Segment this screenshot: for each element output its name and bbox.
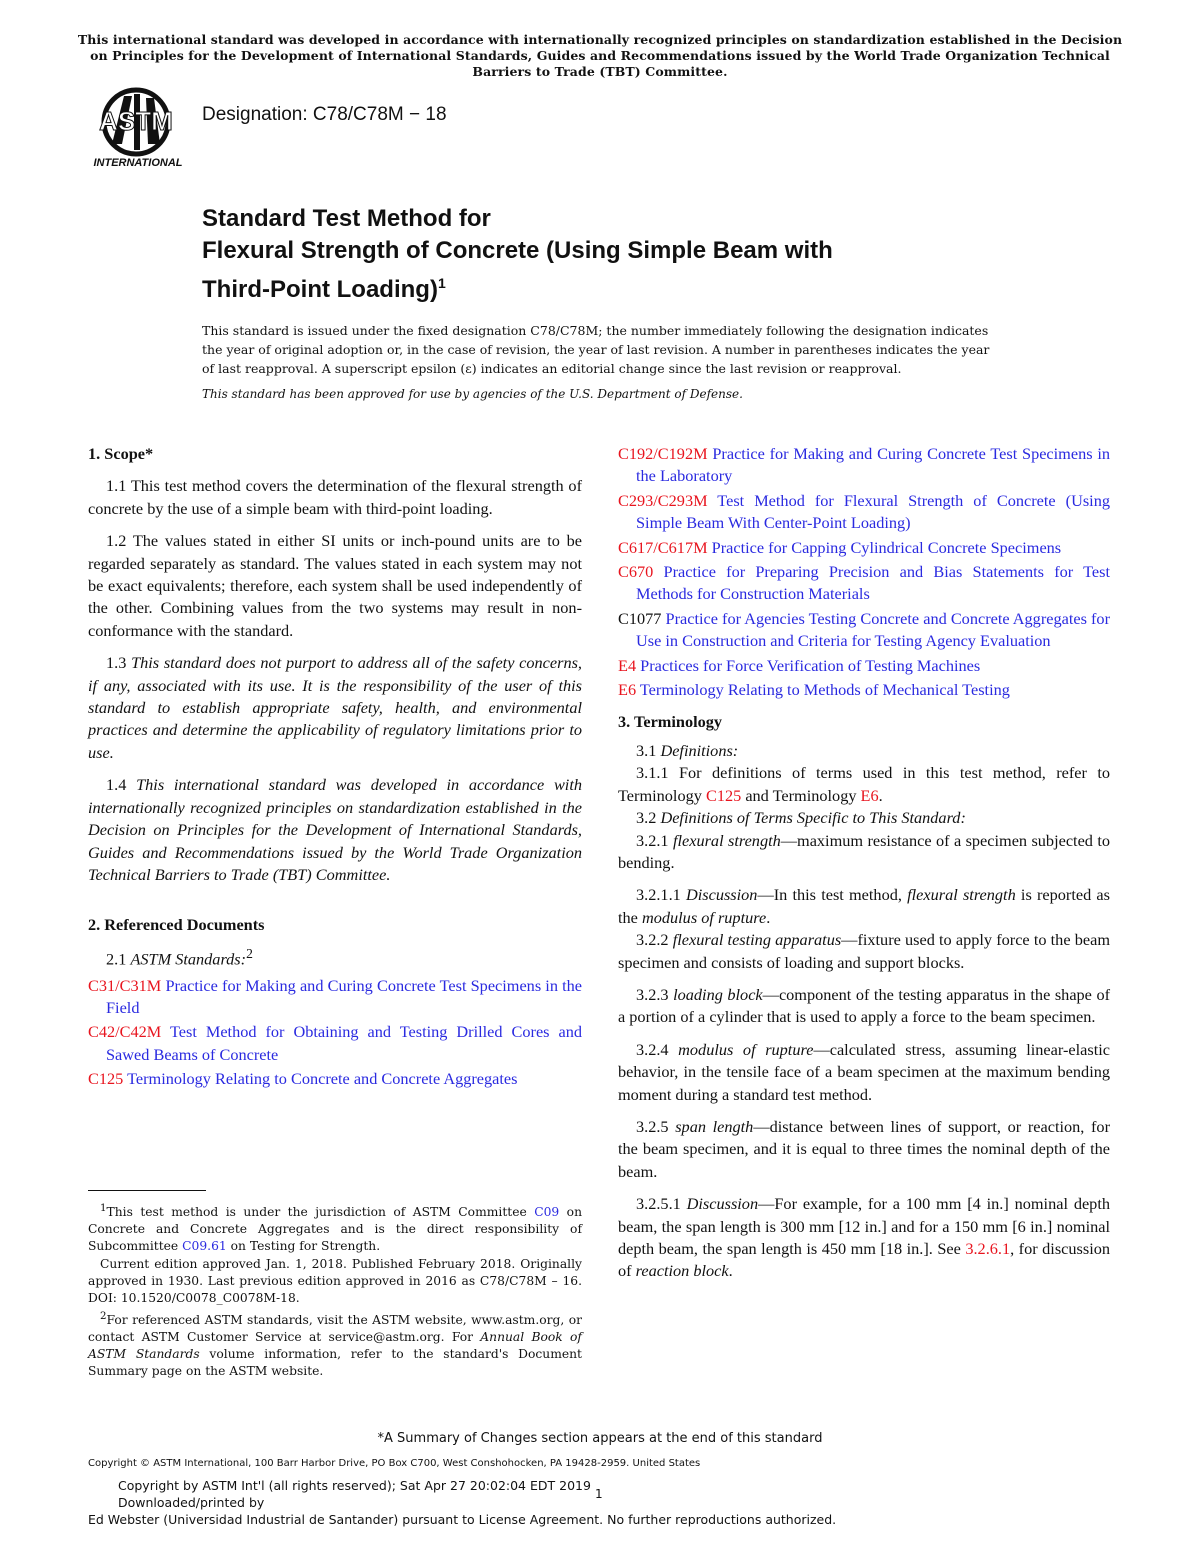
summary-of-changes-note: *A Summary of Changes section appears at the end of this standard [377,1431,823,1446]
paragraph-3-2-1: 3.2.1 flexural strength—maximum resistance of a specimen subjected to bending. [618,830,1110,872]
dod-note: This standard has been approved for use by agencies of the U.S. Department of Defense. [202,387,743,401]
page-number: 1 [595,1487,603,1501]
reference-c125[interactable]: C125 Terminology Relating to Concrete and Concrete Aggregates [88,1069,518,1089]
astm-logo [88,86,188,170]
paragraph-1-2: 1.2 The values stated in either SI units or inch-pound units are to be regarded separately as standard. The values stated in each system may not be exact equivalents; therefore, each system shall be used independently of the other. Combining values from the two systems may result in non-conformance with the standard. [88,531,582,640]
footnote-1: $^1$This test method is under the jurisdiction of ASTM Committee C09 on Concrete and Concrete Aggregates and is the direct responsibility of Subcommittee C09.61 on Testing for Strength. [88,1202,583,1254]
copyright-line: Copyright © ASTM International, 100 Barr Harbor Drive, PO Box C700, West Conshohocken, PA 19428-2959. United States [88,1458,701,1469]
paragraph-3-2-2: 3.2.2 flexural testing apparatus—fixture used to apply force to the beam specimen and consists of loading and support blocks. [618,930,1110,972]
reference-c192[interactable]: C192/C192M Practice for Making and Curing Concrete Test Specimens in the Laboratory [618,444,1110,486]
paragraph-3-2: 3.2 Definitions of Terms Specific to This Standard: [636,808,966,828]
svg-text:INTERNATIONAL: INTERNATIONAL [93,157,183,169]
svg-text:ASTM: ASTM [99,106,173,136]
paragraph-3-2-1-1: 3.2.1.1 Discussion—In this test method, flexural strength is reported as the modulus of rupture. [618,885,1110,927]
reference-c293[interactable]: C293/C293M Test Method for Flexural Strength of Concrete (Using Simple Beam With Center-Point Loading) [618,490,1110,533]
astm-logo-icon [88,86,188,170]
left-column [88,443,582,1093]
link-c0961[interactable]: C09.61 [182,1239,227,1254]
reference-c31[interactable]: C31/C31M Practice for Making and Curing Concrete Test Specimens in the Field [88,975,583,1017]
title-footnote-mark: 1 [437,275,446,291]
section-terminology-heading: 3. Terminology [618,712,723,732]
paragraph-3-2-5: 3.2.5 span length—distance between lines of support, or reaction, for the beam specimen, and it is equal to three times the nominal depth of the beam. [618,1116,1110,1181]
footnotes [88,1200,582,1381]
link-3-2-6-1[interactable]: 3.2.6.1 [965,1239,1011,1258]
reference-c42[interactable]: C42/C42M Test Method for Obtaining and Testing Drilled Cores and Sawed Beams of Concrete [88,1022,582,1064]
paragraph-1-3: 1.3 This standard does not purport to address all of the safety concerns, if any, associated with its use. It is the responsibility of the user of this standard to establish appropriate safety, health, and environmental practices and determine the applicability of regulatory limitations prior to use. [88,653,582,762]
footnote-2: $^2$For referenced ASTM standards, visit the ASTM website, www.astm.org, or contact ASTM Customer Service at service@astm.org. For Annual Book of ASTM Standards volume information, refer to the standard's Document Summary page on the ASTM website. [88,1310,582,1379]
paragraph-3-1-1: 3.1.1 For definitions of terms used in this test method, refer to Terminology C125 and Terminology E6. [618,763,1110,805]
footnote-divider [88,1190,206,1191]
link-c09[interactable]: C09 [534,1205,560,1220]
paragraph-1-1: 1.1 This test method covers the determination of the flexural strength of concrete by the use of a simple beam with third-point loading. [88,476,582,518]
title-line-2: Flexural Strength of Concrete (Using Simple Beam with [202,237,833,264]
section-referenced-heading: 2. Referenced Documents [88,915,265,935]
right-column [618,443,1110,1293]
title-line-1: Standard Test Method for [202,205,491,232]
download-line-1: Copyright by ASTM Int'l (all rights reserved); Sat Apr 27 20:02:04 EDT 2019 [118,1478,591,1493]
paragraph-3-2-3: 3.2.3 loading block—component of the testing apparatus in the shape of a portion of a cylinder that is used to apply a force to the beam specimen. [618,984,1111,1027]
reference-e4[interactable]: E4 Practices for Force Verification of Testing Machines [618,655,981,675]
paragraph-3-2-5-1: 3.2.5.1 Discussion—For example, for a 100 mm [4 in.] nominal depth beam, the span length is 300 mm [12 in.] and for a 150 mm [6 in.] nominal depth beam, the span length is 450 mm [18 in.]. See 3.2.6.1, for discussion of reaction block. [618,1194,1110,1281]
title-line-3: Third-Point Loading)$^1$ [202,275,446,303]
download-line-3: Ed Webster (Universidad Industrial de Santander) pursuant to License Agreement. No further reproductions authorized. [88,1512,837,1527]
reference-c670[interactable]: C670 Practice for Preparing Precision and Bias Statements for Test Methods for Construction Materials [618,562,1110,604]
astm-standards-subheading: 2.1 ASTM Standards:$^2$ [106,945,253,969]
designation: Designation: C78/C78M − 18 [202,104,447,125]
link-e6[interactable]: E6 [860,785,879,805]
section-scope-heading: 1. Scope* [88,444,154,463]
international-standard-notice: This international standard was developed in accordance with internationally recognized principles on standardization established in the Decision on Principles for the Development of International Standards, Guides and Recommendations issued by the World Trade Organization Technical Barriers to Trade (TBT) Committee. [77,32,1123,79]
download-notice [88,1477,918,1528]
issued-note: This standard is issued under the fixed designation C78/C78M; the number immediately following the designation indicates the year of original adoption or, in the case of revision, the year of last revision. A number in parentheses indicates the year of last reapproval. A superscript epsilon (ε) indicates an editorial change since the last revision or reapproval. [202,323,990,376]
paragraph-3-1: 3.1 Definitions: [636,740,739,760]
reference-e6[interactable]: E6 Terminology Relating to Methods of Mechanical Testing [618,680,1010,700]
paragraph-1-4: 1.4 This international standard was developed in accordance with internationally recognized principles on standardization established in the Decision on Principles for the Development of International Standards, Guides and Recommendations issued by the World Trade Organization Technical Barriers to Trade (TBT) Committee. [88,775,582,884]
footnote-1-edition: Current edition approved Jan. 1, 2018. Published February 2018. Originally approved in 1930. Last previous edition approved in 2016 as C78/C78M – 16. DOI: 10.1520/C0078_C0078M-18. [88,1257,582,1306]
document-title [202,203,1102,306]
reference-c617[interactable]: C617/C617M Practice for Capping Cylindrical Concrete Specimens [618,537,1062,557]
reference-c1077[interactable]: C1077 Practice for Agencies Testing Concrete and Concrete Aggregates for Use in Construction and Criteria for Testing Agency Evaluation [618,608,1110,651]
download-line-2: Downloaded/printed by [118,1495,265,1510]
link-c125[interactable]: C125 [705,785,742,805]
paragraph-3-2-4: 3.2.4 modulus of rupture—calculated stress, assuming linear-elastic behavior, in the tensile face of a beam specimen at the maximum bending moment during a standard test method. [618,1039,1110,1104]
